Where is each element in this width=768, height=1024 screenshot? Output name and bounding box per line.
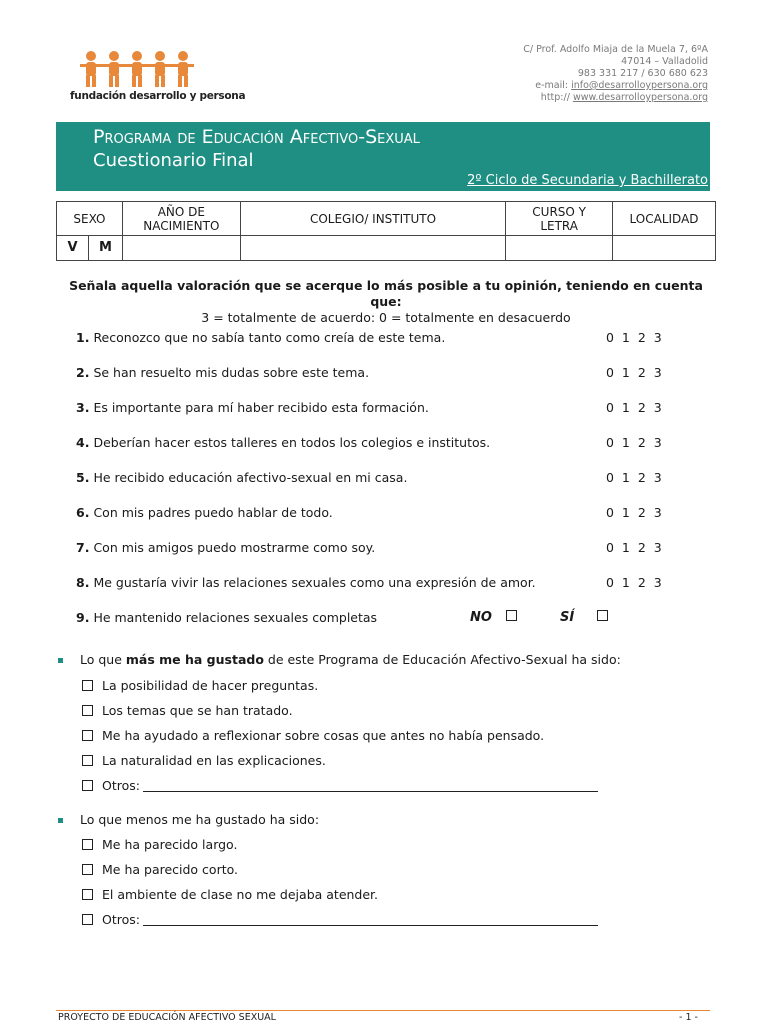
address: C/ Prof. Adolfo Miaja de la Muela 7, 6ºA xyxy=(523,44,708,55)
header-ano: AÑO DE NACIMIENTO xyxy=(122,202,240,236)
header-localidad: LOCALIDAD xyxy=(613,202,716,236)
instructions-line1: Señala aquella valoración que se acerque lo más posible a tu opinión, teniendo en cuenta que: xyxy=(69,278,703,309)
rating-scale-1[interactable]: 0 1 2 3 xyxy=(606,330,664,345)
question-4: 4. Deberían hacer estos talleres en todos los colegios e institutos. xyxy=(76,435,491,450)
question-6: 6. Con mis padres puedo hablar de todo. xyxy=(76,505,333,520)
disliked-checkbox-2[interactable] xyxy=(82,864,93,875)
rating-scale-2[interactable]: 0 1 2 3 xyxy=(606,365,664,380)
curso-input-cell[interactable] xyxy=(506,236,613,261)
q9-no-option xyxy=(470,610,517,625)
liked-checkbox-4[interactable] xyxy=(82,755,93,766)
section-disliked-title: Lo que menos me ha gustado ha sido: xyxy=(80,812,320,827)
section-bullet-liked xyxy=(58,658,63,663)
question-2: 2. Se han resuelto mis dudas sobre este tema. xyxy=(76,365,370,380)
email-label: e-mail: xyxy=(535,80,569,91)
phone: 983 331 217 / 630 680 623 xyxy=(577,68,708,79)
email-row xyxy=(523,80,708,92)
liked-checkbox-otros[interactable] xyxy=(82,780,93,791)
footer-project-name: PROYECTO DE EDUCACIÓN AFECTIVO SEXUAL xyxy=(58,1012,276,1023)
question-3: 3. Es importante para mí haber recibido esta formación. xyxy=(76,400,429,415)
disliked-checkbox-otros[interactable] xyxy=(82,914,93,925)
sexo-v-cell[interactable]: V xyxy=(57,236,89,261)
disliked-checkbox-3[interactable] xyxy=(82,889,93,900)
liked-option-3: Me ha ayudado a reflexionar sobre cosas que antes no había pensado. xyxy=(82,728,544,743)
q9-si-checkbox[interactable] xyxy=(597,610,608,621)
liked-option-otros: Otros: xyxy=(82,778,598,793)
people-chain-icon xyxy=(80,50,195,90)
liked-checkbox-1[interactable] xyxy=(82,680,93,691)
q9-si-option xyxy=(560,610,608,625)
city: 47014 – Valladolid xyxy=(621,56,708,67)
rating-scale-3[interactable]: 0 1 2 3 xyxy=(606,400,664,415)
liked-option-4: La naturalidad en las explicaciones. xyxy=(82,753,326,768)
section-bullet-disliked xyxy=(58,818,63,823)
liked-option-2: Los temas que se han tratado. xyxy=(82,703,293,718)
foundation-logo xyxy=(70,50,246,106)
email-link[interactable]: info@desarrolloypersona.org xyxy=(571,80,708,91)
rating-scale-8[interactable]: 0 1 2 3 xyxy=(606,575,664,590)
localidad-input-cell[interactable] xyxy=(613,236,716,261)
question-9: 9. He mantenido relaciones sexuales completas xyxy=(76,610,378,625)
rating-scale-5[interactable]: 0 1 2 3 xyxy=(606,470,664,485)
disliked-option-1: Me ha parecido largo. xyxy=(82,837,237,852)
header-curso: CURSO Y LETRA xyxy=(506,202,613,236)
sexo-m-cell[interactable]: M xyxy=(88,236,122,261)
program-title: Programa de Educación Afectivo-Sexual xyxy=(93,126,420,148)
student-info-table xyxy=(56,201,716,261)
q9-no-label: NO xyxy=(470,610,492,625)
liked-option-1: La posibilidad de hacer preguntas. xyxy=(82,678,318,693)
disliked-option-3: El ambiente de clase no me dejaba atender. xyxy=(82,887,378,902)
web-label: http:// xyxy=(540,92,570,103)
question-7: 7. Con mis amigos puedo mostrarme como soy. xyxy=(76,540,376,555)
disliked-otros-line[interactable] xyxy=(143,915,598,926)
colegio-input-cell[interactable] xyxy=(240,236,505,261)
questionnaire-title: Cuestionario Final xyxy=(93,150,254,171)
instructions-line2: 3 = totalmente de acuerdo: 0 = totalmente en desacuerdo xyxy=(201,310,571,325)
liked-checkbox-3[interactable] xyxy=(82,730,93,741)
header-sexo: SEXO xyxy=(57,202,123,236)
q9-no-checkbox[interactable] xyxy=(506,610,517,621)
disliked-option-otros: Otros: xyxy=(82,912,598,927)
rating-scale-7[interactable]: 0 1 2 3 xyxy=(606,540,664,555)
level-label: 2º Ciclo de Secundaria y Bachillerato xyxy=(467,173,708,188)
instructions xyxy=(56,278,716,326)
web-link[interactable]: www.desarrolloypersona.org xyxy=(572,92,708,103)
question-8: 8. Me gustaría vivir las relaciones sexuales como una expresión de amor. xyxy=(76,575,536,590)
disliked-checkbox-1[interactable] xyxy=(82,839,93,850)
liked-checkbox-2[interactable] xyxy=(82,705,93,716)
web-row xyxy=(523,92,708,104)
section-liked-title: Lo que más me ha gustado de este Programa de Educación Afectivo-Sexual ha sido: xyxy=(80,652,621,667)
logo-text: fundación desarrollo y persona xyxy=(70,90,246,102)
ano-input-cell[interactable] xyxy=(122,236,240,261)
q9-si-label: SÍ xyxy=(560,610,575,625)
rating-scale-6[interactable]: 0 1 2 3 xyxy=(606,505,664,520)
footer-divider xyxy=(56,1010,710,1011)
header-colegio: COLEGIO/ INSTITUTO xyxy=(240,202,505,236)
question-5: 5. He recibido educación afectivo-sexual en mi casa. xyxy=(76,470,408,485)
liked-otros-line[interactable] xyxy=(143,781,598,792)
contact-block xyxy=(523,44,708,104)
footer-page-number: - 1 - xyxy=(679,1012,698,1023)
rating-scale-4[interactable]: 0 1 2 3 xyxy=(606,435,664,450)
question-1: 1. Reconozco que no sabía tanto como creía de este tema. xyxy=(76,330,446,345)
disliked-option-2: Me ha parecido corto. xyxy=(82,862,238,877)
title-banner xyxy=(56,122,710,191)
